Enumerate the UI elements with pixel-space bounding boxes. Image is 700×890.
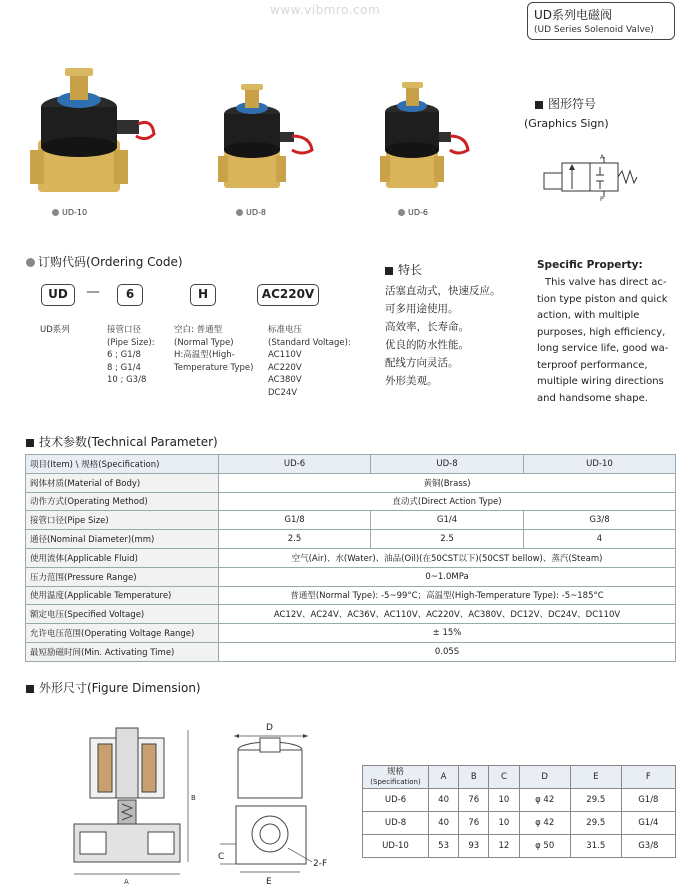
specific-line: action, with multiple [537, 310, 640, 321]
graphics-symbol [530, 153, 640, 201]
value-cell: φ 42 [519, 789, 570, 812]
code-box-voltage: AC220V [257, 284, 319, 306]
dim-label-a: A [124, 878, 129, 885]
product-label: UD-8 [246, 208, 266, 217]
row-label: 允许电压范围(Operating Voltage Range) [26, 624, 219, 643]
code-dash: — [86, 284, 100, 300]
dim-label-b: B [191, 794, 196, 802]
row-value: G1/8 [219, 511, 371, 530]
spec-header-en: (Specification) [370, 778, 421, 786]
specific-line: long service life, good wa- [537, 343, 669, 354]
type-options [174, 324, 253, 374]
cross-section-drawing [70, 720, 200, 885]
row-value: G3/8 [524, 511, 676, 530]
row-value: 4 [524, 530, 676, 549]
type-line: (Normal Type) [174, 337, 234, 348]
dim-label-c: C [218, 852, 225, 862]
tech-header-row [26, 455, 676, 474]
product-image-ud10 [30, 62, 160, 202]
value-cell: φ 42 [519, 812, 570, 835]
specific-line: and handsome shape. [537, 392, 648, 404]
table-row [26, 586, 676, 605]
type-line: H:高温型(High- [174, 350, 235, 360]
column-header: B [459, 766, 489, 789]
table-row [26, 530, 676, 549]
specific-line: tion type piston and quick [537, 293, 668, 305]
tech-title [26, 433, 218, 450]
code-box-series: UD [41, 284, 75, 306]
feature-item: 可多用途使用。 [385, 303, 459, 315]
value-cell: 10 [489, 812, 519, 835]
row-label: 使用流体(Applicable Fluid) [26, 548, 219, 567]
pipe-line: 6 ; G1/8 [107, 350, 141, 360]
value-cell: G1/4 [621, 812, 675, 835]
dimension-header-row [363, 766, 676, 789]
square-bullet-icon [26, 439, 34, 447]
row-value: 黄铜(Brass) [219, 473, 676, 492]
voltage-line: (Standard Voltage): [268, 337, 351, 348]
value-cell: 29.5 [570, 789, 621, 812]
voltage-line: 标准电压 [268, 325, 303, 335]
row-value: AC12V、AC24V、AC36V、AC110V、AC220V、AC380V、DC12V、DC24V、DC110V [219, 605, 676, 624]
product-image-ud6 [378, 80, 478, 200]
pipe-line: (Pipe Size): [107, 337, 155, 348]
product-caption-ud6 [398, 208, 428, 217]
row-value: 0~1.0MPa [219, 567, 676, 586]
product-label: UD-6 [408, 208, 428, 217]
row-value: G1/4 [371, 511, 524, 530]
value-cell: 40 [429, 812, 459, 835]
table-row [26, 511, 676, 530]
table-row [26, 473, 676, 492]
code-box-pipe: 6 [117, 284, 143, 306]
column-header: A [429, 766, 459, 789]
table-row [26, 548, 676, 567]
graphics-title [535, 95, 596, 112]
value-cell: 29.5 [570, 812, 621, 835]
row-label: 使用温度(Applicable Temperature) [26, 586, 219, 605]
column-header: D [519, 766, 570, 789]
ordering-title-text: 订购代码(Ordering Code) [38, 255, 183, 269]
ordering-title [26, 253, 183, 270]
voltage-line: AC220V [268, 362, 302, 373]
type-line: Temperature Type) [174, 362, 254, 373]
figure-title-text: 外形尺寸(Figure Dimension) [39, 681, 201, 695]
table-row [363, 789, 676, 812]
product-caption-ud10 [52, 208, 87, 217]
value-cell: G1/8 [621, 789, 675, 812]
port-p-label: P [600, 196, 604, 201]
table-row [26, 492, 676, 511]
tech-header-item: 项目(Item) \ 规格(Specification) [26, 455, 219, 474]
voltage-line: AC380V [268, 375, 302, 385]
model-cell: UD-8 [363, 812, 429, 835]
bullet-icon [52, 209, 59, 216]
series-label: UD系列 [40, 325, 70, 335]
feature-item: 活塞直动式，快速反应。 [385, 285, 501, 297]
voltage-line: AC110V [268, 350, 302, 360]
table-row [26, 567, 676, 586]
row-label: 阀体材质(Material of Body) [26, 473, 219, 492]
table-row [363, 835, 676, 858]
value-cell: 93 [459, 835, 489, 858]
row-value: 空气(Air)、水(Water)、油品(Oil)(在50CST以下)(50CST bellow)、蒸汽(Steam) [219, 548, 676, 567]
tech-header-ud6: UD-6 [219, 455, 371, 474]
graphics-title-text: 图形符号 [548, 97, 597, 111]
square-bullet-icon [26, 685, 34, 693]
value-cell: 31.5 [570, 835, 621, 858]
dimension-table [362, 765, 676, 858]
specific-line: multiple wiring directions [537, 376, 664, 387]
value-cell: 12 [489, 835, 519, 858]
bullet-icon [236, 209, 243, 216]
product-label: UD-10 [62, 208, 88, 217]
graphics-subtitle: (Graphics Sign) [524, 117, 609, 130]
row-label: 压力范围(Pressure Range) [26, 567, 219, 586]
row-label: 接管口径(Pipe Size) [26, 511, 219, 530]
specific-line: This valve has direct ac- [545, 277, 667, 288]
features-list [385, 282, 501, 390]
square-bullet-icon [535, 101, 543, 109]
specific-line: terproof performance, [537, 359, 648, 371]
tech-header-ud8: UD-8 [371, 455, 524, 474]
model-cell: UD-10 [363, 835, 429, 858]
code-box-type: H [190, 284, 216, 306]
dim-label-d: D [266, 723, 273, 733]
column-header: E [570, 766, 621, 789]
feature-item: 配线方向灵活。 [385, 357, 459, 369]
type-line: 空白: 普通型 [174, 325, 223, 335]
value-cell: G3/8 [621, 835, 675, 858]
dimension-header-spec [363, 766, 429, 789]
row-value: 2.5 [219, 530, 371, 549]
specific-line: purposes, high efficiency, [537, 326, 666, 338]
features-title [385, 261, 422, 278]
row-value: 0.05S [219, 642, 676, 661]
table-row [26, 642, 676, 661]
specific-text [537, 275, 668, 407]
table-row [26, 624, 676, 643]
row-value: ± 15% [219, 624, 676, 643]
value-cell: 40 [429, 789, 459, 812]
row-value: 2.5 [371, 530, 524, 549]
specific-title: Specific Property: [537, 259, 643, 271]
features-title-text: 特长 [398, 263, 423, 277]
outline-drawing [212, 720, 342, 888]
column-header: C [489, 766, 519, 789]
feature-item: 优良的防水性能。 [385, 339, 469, 351]
tech-title-text: 技术参数(Technical Parameter) [39, 435, 218, 449]
feature-item: 外形美观。 [385, 375, 438, 387]
pipe-line: 接管口径 [107, 325, 142, 335]
value-cell: φ 50 [519, 835, 570, 858]
model-cell: UD-6 [363, 789, 429, 812]
table-row [363, 812, 676, 835]
pipe-size-options [107, 324, 155, 387]
pipe-line: 8 ; G1/4 [107, 362, 141, 373]
title-en: (UD Series Solenoid Valve) [534, 25, 654, 35]
row-label: 动作方式(Operating Method) [26, 492, 219, 511]
row-value: 普通型(Normal Type): -5~99°C；高温型(High-Temperature Type): -5~185°C [219, 586, 676, 605]
value-cell: 53 [429, 835, 459, 858]
dim-label-e: E [266, 877, 272, 887]
tech-header-ud10: UD-10 [524, 455, 676, 474]
column-header: F [621, 766, 675, 789]
feature-item: 高效率，长寿命。 [385, 321, 469, 333]
figure-title [26, 679, 201, 696]
bullet-icon [26, 258, 35, 267]
row-label: 通径(Nominal Diameter)(mm) [26, 530, 219, 549]
value-cell: 76 [459, 812, 489, 835]
product-image-ud8 [210, 82, 320, 202]
row-value: 直动式(Direct Action Type) [219, 492, 676, 511]
port-a-label: A [600, 154, 605, 161]
tech-table [25, 454, 676, 662]
voltage-options [268, 324, 351, 399]
dim-label-f: 2-F [313, 859, 328, 869]
row-label: 最短励磁时间(Min. Activating Time) [26, 642, 219, 661]
pipe-line: 10 ; G3/8 [107, 375, 147, 385]
row-label: 额定电压(Specified Voltage) [26, 605, 219, 624]
title-box [527, 2, 675, 40]
voltage-line: DC24V [268, 387, 298, 398]
spec-header-cn: 规格 [386, 767, 404, 777]
watermark: www.vibmro.com [270, 3, 381, 17]
square-bullet-icon [385, 267, 393, 275]
value-cell: 10 [489, 789, 519, 812]
value-cell: 76 [459, 789, 489, 812]
table-row [26, 605, 676, 624]
bullet-icon [398, 209, 405, 216]
title-cn: UD系列电磁阀 [534, 8, 613, 22]
product-caption-ud8 [236, 208, 266, 217]
